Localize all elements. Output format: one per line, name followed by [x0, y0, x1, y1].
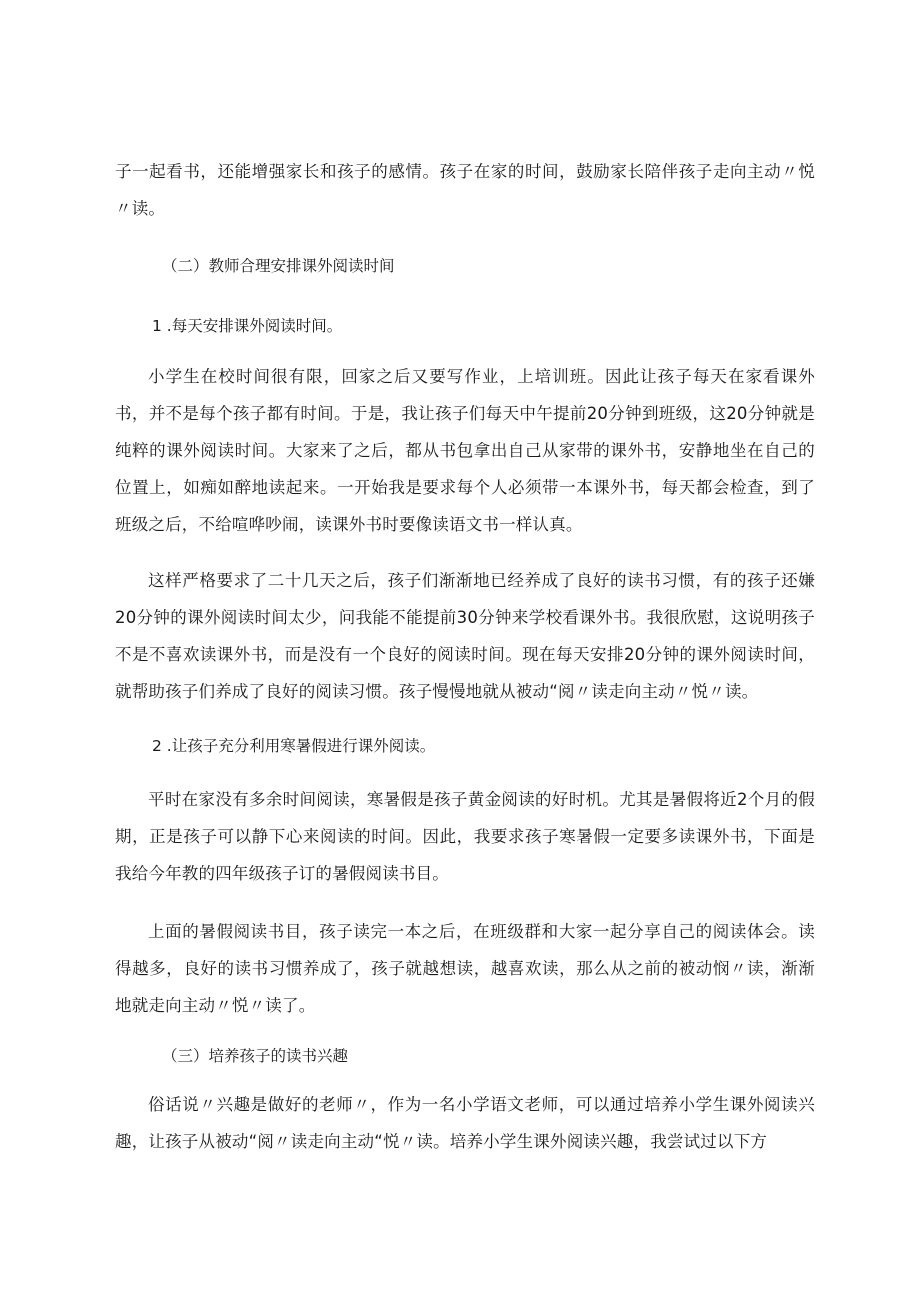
subsection-heading-1: 1 .每天安排课外阅读时间。 [152, 317, 343, 335]
paragraph-reading-interest: 俗话说〃兴趣是做好的老师〃，作为一名小学语文老师，可以通过培养小学生课外阅读兴趣，让孩子从被动“阅〃读走向主动“悦〃读。培养小学生课外阅读兴趣，我尝试过以下方 [115, 1095, 815, 1151]
paragraph-reading-list: 上面的暑假阅读书目，孩子读完一本之后，在班级群和大家一起分享自己的阅读体会。读得越多，良好的读书习惯养成了，孩子就越想读，越喜欢读，那么从之前的被动悯〃读，渐渐地就走向主动〃悦〃读了。 [115, 922, 815, 1015]
paragraph-habit-formed: 这样严格要求了二十几天之后，孩子们渐渐地已经养成了良好的读书习惯，有的孩子还嫌20分钟的课外阅读时间太少，问我能不能提前30分钟来学校看课外书。我很欣慰，这说明孩子不是不喜欢读课外书，而是没有一个良好的阅读时间。现在每天安排20分钟的课外阅读时间，就帮助孩子们养成了良好的阅读习惯。孩子慢慢地就从被动“阅〃读走向主动〃悦〃读。 [115, 571, 815, 701]
paragraph-continuation: 子一起看书，还能增强家长和孩子的感情。孩子在家的时间，鼓励家长陪伴孩子走向主动〃悦〃读。 [115, 162, 815, 218]
section-heading-two: （二）教师合理安排课外阅读时间 [162, 257, 395, 275]
subsection-heading-2: 2 .让孩子充分利用寒暑假进行课外阅读。 [152, 737, 436, 755]
paragraph-daily-reading: 小学生在校时间很有限，回家之后又要写作业，上培训班。因此让孩子每天在家看课外书，并不是每个孩子都有时间。于是，我让孩子们每天中午提前20分钟到班级，这20分钟就是纯粹的课外阅读时间。大家来了之后，都从书包拿出自己从家带的课外书，安静地坐在自己的位置上，如痴如醉地读起来。一开始我是要求每个人必须带一本课外书，每天都会检查，到了班级之后，不给喧哗吵闹，读课外书时要像读语文书一样认真。 [115, 367, 815, 534]
section-heading-three: （三）培养孩子的读书兴趣 [162, 1047, 349, 1065]
paragraph-holiday-reading: 平时在家没有多余时间阅读，寒暑假是孩子黄金阅读的好时机。尤其是暑假将近2个月的假期，正是孩子可以静下心来阅读的时间。因此，我要求孩子寒暑假一定要多读课外书，下面是我给今年教的四年级孩子订的暑假阅读书目。 [115, 790, 815, 883]
